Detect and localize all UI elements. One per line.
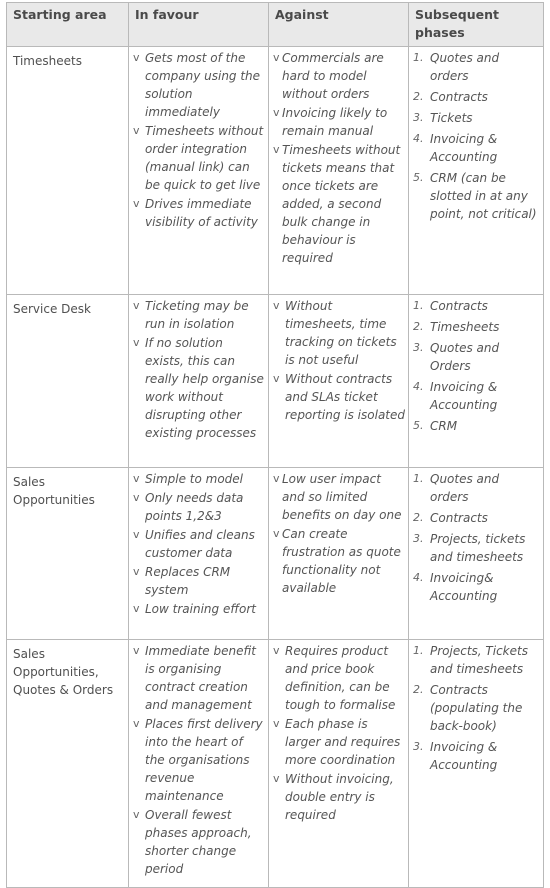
list-item bbox=[133, 49, 265, 121]
phase-text: Invoicing & Accounting bbox=[430, 740, 498, 772]
check-bullet-icon: v bbox=[273, 717, 280, 730]
against-cell-list bbox=[269, 295, 408, 424]
phase-item bbox=[413, 109, 539, 127]
in-favour-cell-list bbox=[129, 468, 268, 618]
check-bullet-icon: v bbox=[273, 372, 280, 385]
phase-text: Contracts bbox=[430, 90, 488, 104]
list-item bbox=[273, 715, 405, 769]
check-bullet-icon: v bbox=[273, 472, 280, 485]
phase-text: Contracts (populating the back-book) bbox=[430, 683, 523, 733]
list-item bbox=[133, 526, 265, 562]
check-bullet-icon: v bbox=[273, 527, 280, 540]
phase-number: 4. bbox=[413, 132, 424, 145]
list-item-text: Overall fewest phases approach, shorter change period bbox=[145, 808, 252, 876]
phases-list bbox=[409, 640, 543, 774]
list-item bbox=[273, 770, 405, 824]
phase-number: 2. bbox=[413, 683, 424, 696]
list-item-text: Invoicing likely to remain manual bbox=[282, 106, 388, 138]
phases-list bbox=[409, 295, 543, 435]
subsequent-phases-cell bbox=[409, 47, 544, 295]
list-item-text: Places first delivery into the heart of the organisations revenue maintenance bbox=[145, 717, 263, 803]
phase-item bbox=[413, 378, 539, 414]
check-bullet-icon: v bbox=[133, 51, 140, 64]
phase-item bbox=[413, 417, 539, 435]
phase-number: 5. bbox=[413, 419, 424, 432]
header-row bbox=[7, 3, 544, 47]
list-item-text: Each phase is larger and requires more coordination bbox=[285, 717, 401, 767]
phase-number: 4. bbox=[413, 571, 424, 584]
header-against: Against bbox=[269, 3, 409, 47]
phase-item bbox=[413, 569, 539, 605]
list-item-text: Simple to model bbox=[145, 472, 244, 486]
phase-item bbox=[413, 169, 539, 223]
against-cell-list bbox=[269, 47, 408, 267]
phase-number: 2. bbox=[413, 90, 424, 103]
list-item-text: Only needs data points 1,2&3 bbox=[145, 491, 244, 523]
check-bullet-icon: v bbox=[133, 336, 140, 349]
phase-item bbox=[413, 318, 539, 336]
check-bullet-icon: v bbox=[273, 51, 280, 64]
starting-area-cell: Service Desk bbox=[7, 295, 129, 468]
check-bullet-icon: v bbox=[273, 644, 280, 657]
list-item-text: Without invoicing, double entry is required bbox=[285, 772, 394, 822]
list-item-text: Immediate benefit is organising contract creation and management bbox=[145, 644, 256, 712]
list-item bbox=[133, 334, 265, 442]
list-item-text: Without contracts and SLAs ticket reporting is isolated bbox=[285, 372, 406, 422]
check-bullet-icon: v bbox=[133, 644, 140, 657]
check-bullet-icon: v bbox=[133, 602, 140, 615]
in-favour-cell-list bbox=[129, 295, 268, 442]
phase-number: 1. bbox=[413, 644, 424, 657]
list-item-text: Requires product and price book definition, can be tough to formalise bbox=[285, 644, 396, 712]
table-row bbox=[7, 47, 544, 295]
phase-number: 1. bbox=[413, 472, 424, 485]
list-item bbox=[273, 370, 405, 424]
list-item bbox=[133, 715, 265, 805]
against-cell-list bbox=[269, 640, 408, 824]
list-item bbox=[133, 122, 265, 194]
list-item-text: Low user impact and so limited benefits on day one bbox=[282, 472, 402, 522]
check-bullet-icon: v bbox=[133, 491, 140, 504]
phase-text: Projects, tickets and timesheets bbox=[430, 532, 526, 564]
check-bullet-icon: v bbox=[273, 772, 280, 785]
header-starting-area: Starting area bbox=[7, 3, 129, 47]
phase-number: 1. bbox=[413, 299, 424, 312]
phase-text: CRM bbox=[430, 419, 458, 433]
against-cell bbox=[269, 640, 409, 888]
list-item bbox=[133, 470, 265, 488]
list-item bbox=[133, 642, 265, 714]
list-item-text: Ticketing may be run in isolation bbox=[145, 299, 249, 331]
list-item bbox=[133, 489, 265, 525]
check-bullet-icon: v bbox=[273, 299, 280, 312]
list-item-text: Can create frustration as quote functionality not available bbox=[282, 527, 401, 595]
phase-item bbox=[413, 642, 539, 678]
phase-item bbox=[413, 297, 539, 315]
phase-text: Quotes and Orders bbox=[430, 341, 500, 373]
subsequent-phases-cell bbox=[409, 295, 544, 468]
phase-item bbox=[413, 49, 539, 85]
against-cell bbox=[269, 295, 409, 468]
phase-number: 1. bbox=[413, 51, 424, 64]
in-favour-cell bbox=[129, 47, 269, 295]
list-item bbox=[273, 525, 405, 597]
list-item-text: Commercials are hard to model without orders bbox=[282, 51, 384, 101]
list-item-text: Replaces CRM system bbox=[145, 565, 231, 597]
check-bullet-icon: v bbox=[133, 197, 140, 210]
table-row bbox=[7, 640, 544, 888]
phase-text: Quotes and orders bbox=[430, 51, 500, 83]
phase-number: 3. bbox=[413, 341, 424, 354]
check-bullet-icon: v bbox=[133, 124, 140, 137]
phase-item bbox=[413, 509, 539, 527]
subsequent-phases-cell bbox=[409, 640, 544, 888]
phase-text: Quotes and orders bbox=[430, 472, 500, 504]
check-bullet-icon: v bbox=[133, 528, 140, 541]
phase-item bbox=[413, 738, 539, 774]
check-bullet-icon: v bbox=[133, 299, 140, 312]
check-bullet-icon: v bbox=[133, 472, 140, 485]
list-item bbox=[133, 195, 265, 231]
phase-item bbox=[413, 88, 539, 106]
in-favour-cell bbox=[129, 468, 269, 640]
phase-text: Invoicing& Accounting bbox=[430, 571, 498, 603]
list-item-text: Low training effort bbox=[145, 602, 256, 616]
starting-area-cell: Timesheets bbox=[7, 47, 129, 295]
check-bullet-icon: v bbox=[273, 143, 280, 156]
in-favour-cell bbox=[129, 295, 269, 468]
phase-item bbox=[413, 470, 539, 506]
phase-item bbox=[413, 530, 539, 566]
starting-area-cell: Sales Opportunities, Quotes & Orders bbox=[7, 640, 129, 888]
check-bullet-icon: v bbox=[273, 106, 280, 119]
phase-item bbox=[413, 339, 539, 375]
list-item bbox=[273, 141, 405, 267]
list-item bbox=[133, 600, 265, 618]
check-bullet-icon: v bbox=[133, 565, 140, 578]
header-subsequent-phases: Subsequent phases bbox=[409, 3, 544, 47]
list-item bbox=[273, 470, 405, 524]
list-item-text: Timesheets without tickets means that once tickets are added, a second bulk change in behaviour is required bbox=[282, 143, 401, 265]
list-item bbox=[273, 49, 405, 103]
phase-item bbox=[413, 681, 539, 735]
list-item bbox=[273, 297, 405, 369]
phase-number: 2. bbox=[413, 511, 424, 524]
phases-list bbox=[409, 468, 543, 605]
starting-area-cell: Sales Opportunities bbox=[7, 468, 129, 640]
phase-item bbox=[413, 130, 539, 166]
phase-number: 3. bbox=[413, 740, 424, 753]
phases-list bbox=[409, 47, 543, 223]
header-in-favour: In favour bbox=[129, 3, 269, 47]
list-item-text: Timesheets without order integration (manual link) can be quick to get live bbox=[145, 124, 264, 192]
against-cell bbox=[269, 47, 409, 295]
list-item bbox=[273, 104, 405, 140]
list-item bbox=[133, 563, 265, 599]
phase-number: 5. bbox=[413, 171, 424, 184]
phase-number: 3. bbox=[413, 532, 424, 545]
list-item-text: Gets most of the company using the solution immediately bbox=[145, 51, 261, 119]
against-cell-list bbox=[269, 468, 408, 597]
phase-number: 4. bbox=[413, 380, 424, 393]
phase-text: Contracts bbox=[430, 511, 488, 525]
phase-text: Timesheets bbox=[430, 320, 500, 334]
phase-text: Projects, Tickets and timesheets bbox=[430, 644, 528, 676]
subsequent-phases-cell bbox=[409, 468, 544, 640]
table-row bbox=[7, 295, 544, 468]
phase-number: 2. bbox=[413, 320, 424, 333]
list-item bbox=[133, 806, 265, 878]
list-item-text: If no solution exists, this can really help organise work without disrupting other existing processes bbox=[145, 336, 264, 440]
in-favour-cell-list bbox=[129, 47, 268, 231]
list-item bbox=[273, 642, 405, 714]
list-item-text: Unifies and cleans customer data bbox=[145, 528, 255, 560]
phase-text: Invoicing & Accounting bbox=[430, 132, 498, 164]
phase-text: Contracts bbox=[430, 299, 488, 313]
check-bullet-icon: v bbox=[133, 808, 140, 821]
phase-text: Tickets bbox=[430, 111, 473, 125]
comparison-table bbox=[6, 2, 544, 888]
in-favour-cell bbox=[129, 640, 269, 888]
against-cell bbox=[269, 468, 409, 640]
phase-text: Invoicing & Accounting bbox=[430, 380, 498, 412]
table-row bbox=[7, 468, 544, 640]
phase-text: CRM (can be slotted in at any point, not critical) bbox=[430, 171, 537, 221]
list-item-text: Drives immediate visibility of activity bbox=[145, 197, 258, 229]
list-item-text: Without timesheets, time tracking on tickets is not useful bbox=[285, 299, 397, 367]
list-item bbox=[133, 297, 265, 333]
check-bullet-icon: v bbox=[133, 717, 140, 730]
phase-number: 3. bbox=[413, 111, 424, 124]
in-favour-cell-list bbox=[129, 640, 268, 878]
